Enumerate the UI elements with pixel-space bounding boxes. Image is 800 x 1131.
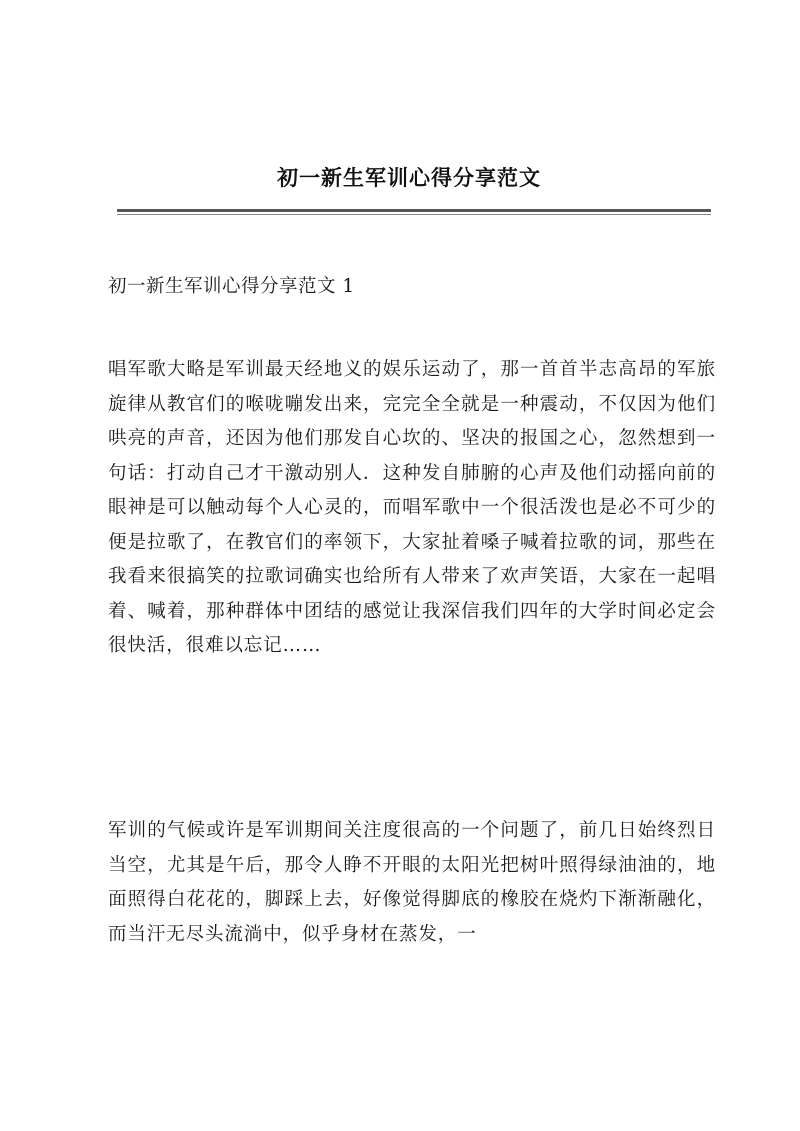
title-underline-thin	[117, 214, 711, 215]
section-heading: 初一新生军训心得分享范文 1	[108, 276, 355, 297]
paragraph-2: 军训的气候或许是军训期间关注度很高的一个问题了，前几日始终烈日当空，尤其是午后，那令人睁不开眼的太阳光把树叶照得绿油油的，地面照得白花花的，脚踩上去，好像觉得脚底的橡胶在烧灼下渐渐融化，而当汗无尽头流淌中，似乎身材在蒸发，一	[108, 820, 716, 945]
document-title: 初一新生军训心得分享范文	[277, 165, 541, 190]
title-underline	[117, 209, 711, 212]
paragraph-1: 唱军歌大略是军训最天经地义的娱乐运动了，那一首首半志高昂的军旅旋律从教官们的喉咙嘣发出来，完完全全就是一种震动，不仅因为他们哄亮的声音，还因为他们那发自心坎的、坚决的报国之心，忽然想到一句话：打动自己才干激动别人．这种发自肺腑的心声及他们动摇向前的眼神是可以触动每个人心灵的，而唱军歌中一个很活泼也是必不可少的便是拉歌了，在教官们的率领下，大家扯着嗓子喊着拉歌的词，那些在我看来很搞笑的拉歌词确实也给所有人带来了欢声笑语，大家在一起唱着、喊着，那种群体中团结的感觉让我深信我们四年的大学时间必定会很快活，很难以忘记……	[108, 359, 716, 656]
